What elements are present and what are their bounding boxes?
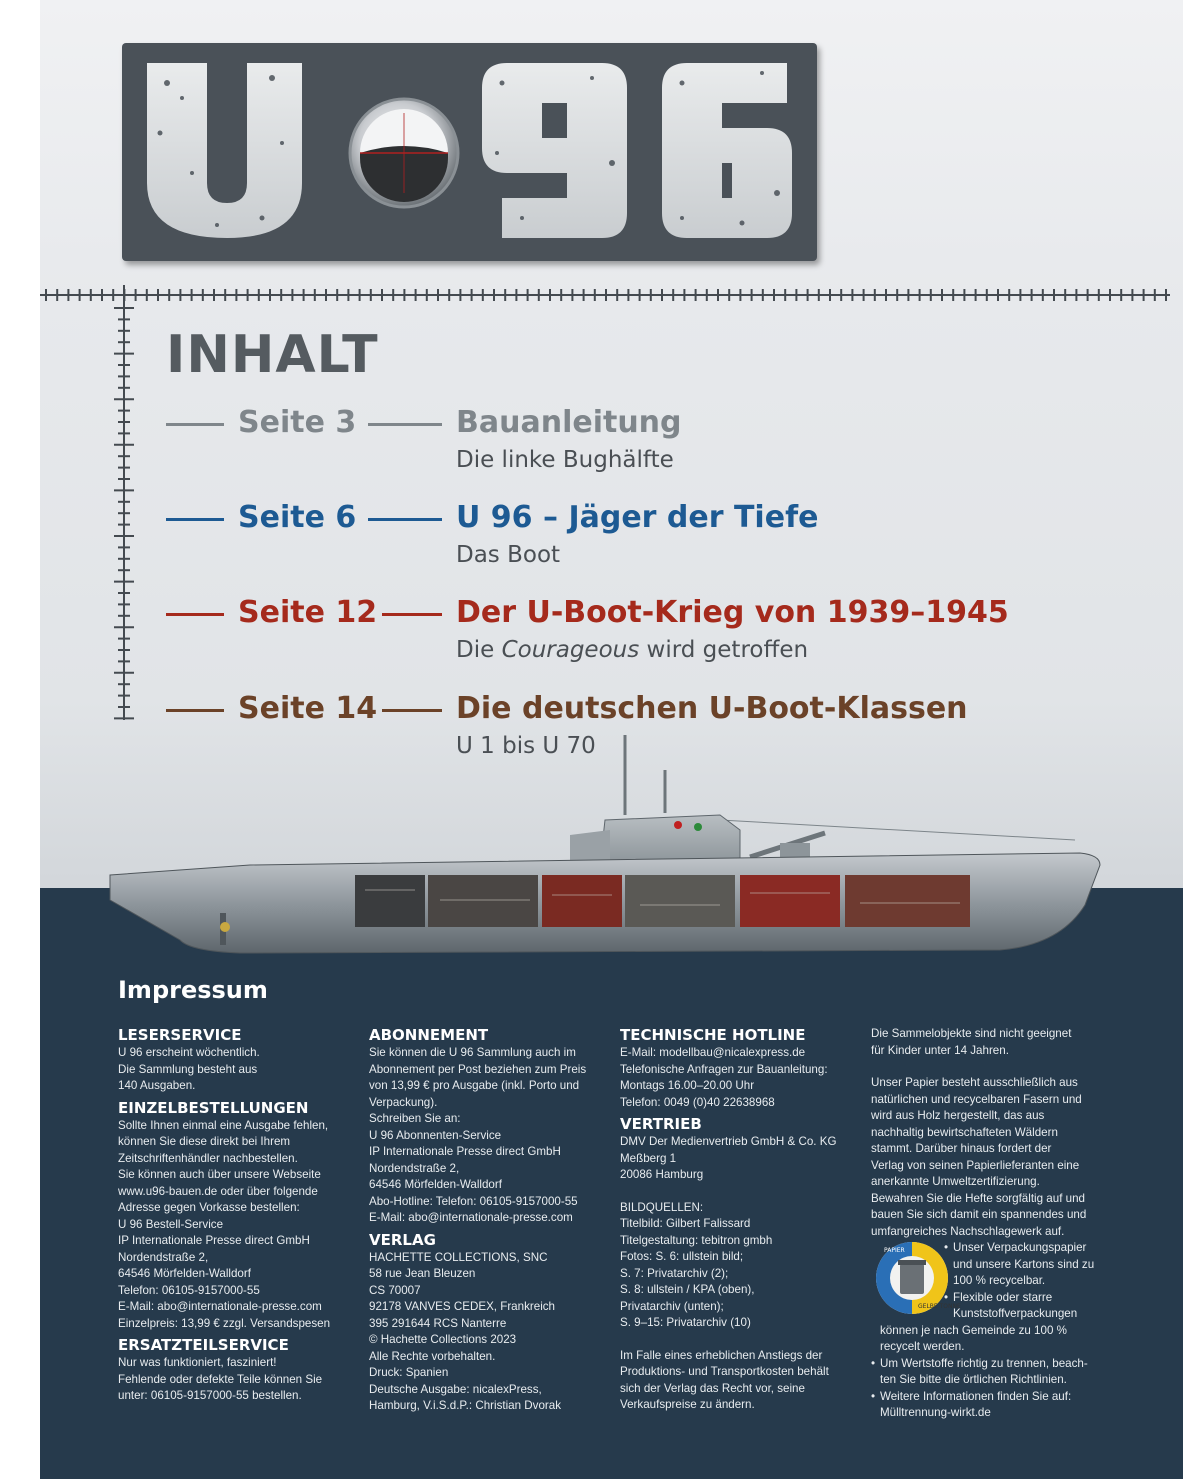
text-line: Fehlende oder defekte Teile können Sie — [118, 1372, 323, 1386]
toc-heading: U 96 – Jäger der Tiefe — [456, 500, 819, 535]
text-line: unter: 06105-9157000-55 bestellen. — [118, 1389, 302, 1402]
dash-line — [368, 423, 442, 426]
dash-line — [166, 709, 224, 712]
text-line: Fotos: S. 6: ullstein bild; — [620, 1250, 744, 1263]
text-line: Telefon: 0049 (0)40 22638968 — [620, 1095, 775, 1109]
text-line: E-Mail: abo@internationale-presse.com — [118, 1300, 322, 1313]
dash-line — [368, 518, 442, 521]
text-line: E-Mail: abo@internationale-presse.com — [369, 1211, 573, 1224]
text-line: Hamburg, V.i.S.d.P.: Christian Dvorak — [369, 1399, 562, 1412]
recycling-badge-icon — [874, 1240, 961, 1316]
text-line: anerkannte Umweltzertifizierung. — [871, 1175, 1040, 1188]
text-line: nachhaltig bewirtschafteten Wäldern — [871, 1125, 1058, 1139]
dash-line — [166, 518, 224, 521]
text-line: DMV Der Medienvertrieb GmbH & Co. KG — [620, 1135, 837, 1148]
text-line: Verkaufspreise zu ändern. — [620, 1398, 755, 1411]
text-line: U 96 erscheint wöchentlich. — [118, 1046, 260, 1059]
text-line: Im Falle eines erheblichen Anstiegs der — [620, 1348, 823, 1362]
toc-heading: Die deutschen U-Boot-Klassen — [456, 691, 968, 726]
text-line: Privatarchiv (unten); — [620, 1299, 724, 1313]
section-heading: ABONNEMENT — [369, 1026, 489, 1044]
text-line: E-Mail: modellbau@nicalexpress.de — [620, 1046, 806, 1059]
text-line: sich der Verlag das Recht vor, seine — [620, 1381, 805, 1395]
magazine-page — [40, 0, 1183, 1479]
text-line: Produktions- und Transportkosten behält — [620, 1365, 829, 1378]
text-line: und unsere Kartons sind zu — [953, 1257, 1095, 1271]
text-line: ten Sie bitte die örtlichen Richtlinien. — [880, 1373, 1067, 1386]
text-line: 64546 Mörfelden-Walldorf — [369, 1178, 502, 1191]
u96-logo — [122, 43, 817, 261]
text-line: Unser Papier besteht ausschließlich aus — [871, 1076, 1078, 1089]
text-line: HACHETTE COLLECTIONS, SNC — [369, 1250, 548, 1264]
text-line: www.u96-bauen.de oder über folgende — [118, 1184, 318, 1198]
impressum-title: Impressum — [118, 976, 268, 1004]
text-line: 92178 VANVES CEDEX, Frankreich — [369, 1300, 556, 1313]
text-line: • Unser Verpackungspapier — [871, 1240, 1111, 1257]
text-line: Alle Rechte vorbehalten. — [369, 1349, 496, 1363]
spacer — [620, 1184, 860, 1200]
text-line: Montags 16.00–20.00 Uhr — [620, 1079, 755, 1092]
text-line: • Flexible oder starre — [871, 1290, 1111, 1307]
text-line: Verlag von seinen Papierlieferanten eine — [871, 1158, 1080, 1172]
section-heading: EINZELBESTELLUNGEN — [118, 1098, 309, 1117]
text-line: Telefonische Anfragen zur Bauanleitung: — [620, 1062, 828, 1076]
impressum-column — [369, 1022, 609, 1415]
text-line: IP Internationale Presse direct GmbH — [118, 1234, 310, 1247]
toc-subtitle: U 1 bis U 70 — [456, 733, 596, 759]
text-line: Mülltrennung-wirkt.de — [880, 1406, 991, 1419]
toc-entry — [166, 500, 1126, 590]
text-line: für Kinder unter 14 Jahren. — [871, 1043, 1009, 1057]
dash-line — [166, 613, 224, 616]
text-line: 64546 Mörfelden-Walldorf — [118, 1267, 251, 1280]
text-line: Schreiben Sie an: — [369, 1112, 461, 1125]
text-line: Abo-Hotline: Telefon: 06105-9157000-55 — [369, 1194, 578, 1208]
text-line: Die Sammlung besteht aus — [118, 1062, 258, 1076]
spacer — [620, 1332, 860, 1348]
badge-label-paper: PAPIER — [884, 1247, 905, 1254]
text-line: U 96 Abonnenten-Service — [369, 1128, 502, 1142]
text-line: Druck: Spanien — [369, 1366, 449, 1379]
text-line: IP Internationale Presse direct GmbH — [369, 1145, 561, 1158]
text-line: 140 Ausgaben. — [118, 1079, 196, 1092]
toc-page: Seite 12 — [238, 595, 378, 630]
text-line: Deutsche Ausgabe: nicalexPress, — [369, 1382, 542, 1396]
text-line: Bewahren Sie die Hefte sorgfältig auf und — [871, 1191, 1085, 1205]
dash-line — [166, 423, 224, 426]
dash-line — [382, 613, 442, 616]
text-line: Titelbild: Gilbert Falissard — [620, 1217, 751, 1230]
text-line: können Sie diese direkt bei Ihrem — [118, 1135, 291, 1148]
section-heading: TECHNISCHE HOTLINE — [620, 1026, 806, 1044]
text-line: • Um Wertstoffe richtig zu trennen, beach- — [871, 1356, 1111, 1373]
toc-heading: Bauanleitung — [456, 405, 682, 440]
text-line: S. 8: ullstein / KPA (oben), — [620, 1283, 755, 1296]
text-line: Sie können die U 96 Sammlung auch im — [369, 1046, 576, 1059]
impressum-column — [871, 1022, 1111, 1422]
text-line: 100 % recycelbar. — [953, 1274, 1046, 1287]
text-line: von 13,99 € pro Ausgabe (inkl. Porto und — [369, 1079, 580, 1092]
toc-page: Seite 3 — [238, 405, 357, 440]
text-line: 58 rue Jean Bleuzen — [369, 1267, 476, 1280]
text-line: Meßberg 1 — [620, 1151, 677, 1165]
text-line: CS 70007 — [369, 1283, 421, 1297]
text-line: Zeitschriftenhändler nachbestellen. — [118, 1151, 298, 1165]
text-line: stammt. Darüber hinaus fordert der — [871, 1142, 1052, 1155]
toc-entry — [166, 595, 1126, 685]
text-line: Abonnement per Post beziehen zum Preis — [369, 1062, 587, 1076]
toc-entry — [166, 405, 1126, 495]
text-line: BILDQUELLEN: — [620, 1200, 704, 1214]
toc-subtitle: Das Boot — [456, 542, 561, 568]
section-heading: VERLAG — [369, 1230, 436, 1249]
text-line: Die Sammelobjekte sind nicht geeignet — [871, 1027, 1072, 1040]
badge-label-bin: GELBE TONNE — [918, 1303, 961, 1310]
toc-heading: Der U-Boot-Krieg von 1939–1945 — [456, 595, 1009, 630]
text-line: 395 291644 RCS Nanterre — [369, 1316, 507, 1330]
contents-title: INHALT — [166, 325, 379, 385]
text-line: Sollte Ihnen einmal eine Ausgabe fehlen, — [118, 1118, 329, 1132]
toc-page: Seite 6 — [238, 500, 357, 535]
impressum-column — [620, 1022, 860, 1414]
text-line: Adresse gegen Vorkasse bestellen: — [118, 1201, 300, 1214]
text-line: • Weitere Informationen finden Sie auf: — [871, 1389, 1111, 1406]
text-line: können je nach Gemeinde zu 100 % — [880, 1323, 1067, 1337]
logo-lettering — [122, 43, 817, 261]
text-line: 20086 Hamburg — [620, 1168, 704, 1181]
text-line: natürlichen und recycelbaren Fasern und — [871, 1092, 1082, 1106]
text-line: Kunststoffverpackungen — [953, 1307, 1078, 1320]
text-line: Einzelpreis: 13,99 € zzgl. Versandspesen — [118, 1316, 331, 1330]
text-line: S. 7: Privatarchiv (2); — [620, 1266, 729, 1280]
toc-subtitle: Die Courageous wird getroffen — [456, 637, 809, 663]
section-heading: ERSATZTEILSERVICE — [118, 1336, 289, 1354]
text-line: Telefon: 06105-9157000-55 — [118, 1283, 260, 1297]
text-line: Nordendstraße 2, — [369, 1161, 460, 1175]
impressum-column — [118, 1022, 358, 1405]
text-line: S. 9–15: Privatarchiv (10) — [620, 1316, 751, 1329]
text-line: umfangreiches Nachschlagewerk auf. — [871, 1224, 1065, 1238]
text-line: Nordendstraße 2, — [118, 1250, 209, 1264]
submarine-cutaway-illustration — [100, 735, 1110, 965]
text-line: recycelt werden. — [880, 1340, 965, 1353]
section-heading: LESERSERVICE — [118, 1026, 242, 1044]
text-line: bauen Sie sich damit ein spannendes und — [871, 1208, 1087, 1221]
text-line: Verpackung). — [369, 1095, 438, 1109]
text-line: U 96 Bestell-Service — [118, 1217, 224, 1231]
dash-line — [382, 709, 442, 712]
section-heading: VERTRIEB — [620, 1115, 702, 1133]
text-line: Nur was funktioniert, fasziniert! — [118, 1356, 277, 1369]
toc-page: Seite 14 — [238, 691, 378, 726]
text-line: © Hachette Collections 2023 — [369, 1333, 517, 1346]
text-line: Sie können auch über unsere Webseite — [118, 1168, 321, 1181]
text-line: Titelgestaltung: tebitron gmbh — [620, 1233, 773, 1247]
spacer — [871, 1059, 1111, 1075]
toc-subtitle: Die linke Bughälfte — [456, 447, 674, 473]
text-line: wird aus Holz hergestellt, das aus — [871, 1109, 1045, 1122]
